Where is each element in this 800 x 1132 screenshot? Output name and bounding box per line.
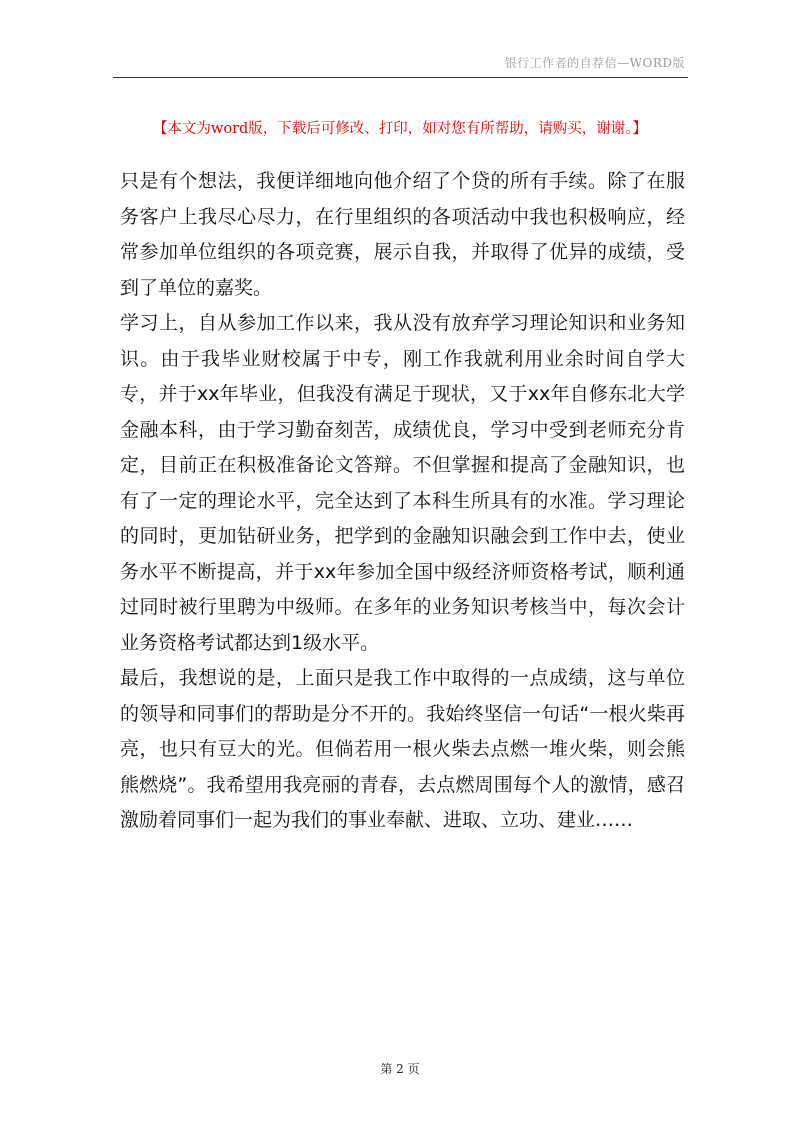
header-divider [113,77,688,78]
paragraph-study: 学习上，自从参加工作以来，我从没有放弃学习理论知识和业务知识。由于我毕业财校属于中专，刚工作我就利用业余时间自学大专，并于xx年毕业，但我没有满足于现状，又于xx年自修东北大学金融本科，由于学习勤奋刻苦，成绩优良，学习中受到老师充分肯定，目前正在积极准备论文答辩。不但掌握和提高了金融知识，也有了一定的理论水平，完全达到了本科生所具有的水准。学习理论的同时，更加钻研业务，把学到的金融知识融会到工作中去，使业务水平不断提高，并于xx年参加全国中级经济师资格考试，顺利通过同时被行里聘为中级师。在多年的业务知识考核当中，每次会计业务资格考试都达到1级水平。 [120,312,685,654]
paragraph-service: 只是有个想法，我便详细地向他介绍了个贷的所有手续。除了在服务客户上我尽心尽力，在行里组织的各项活动中我也积极响应，经常参加单位组织的各项竞赛，展示自我，并取得了优异的成绩，受到了单位的嘉奖。 [120,170,685,299]
page-header-title: 银行工作者的自荐信—WORD版 [504,56,685,70]
paragraph-conclusion: 最后，我想说的是，上面只是我工作中取得的一点成绩，这与单位的领导和同事们的帮助是分不开的。我始终坚信一句话“一根火柴再亮，也只有豆大的光。但倘若用一根火柴去点燃一堆火柴，则会熊熊燃烧”。我希望用我亮丽的青春，去点燃周围每个人的激情，感召激励着同事们一起为我们的事业奉献、进取、立功、建业…… [120,667,685,831]
page-number: 第 2 页 [380,1062,420,1076]
purchase-notice: 【本文为word版，下载后可修改、打印，如对您有所帮助，请购买，谢谢。】 [152,121,648,137]
document-body [120,164,685,839]
